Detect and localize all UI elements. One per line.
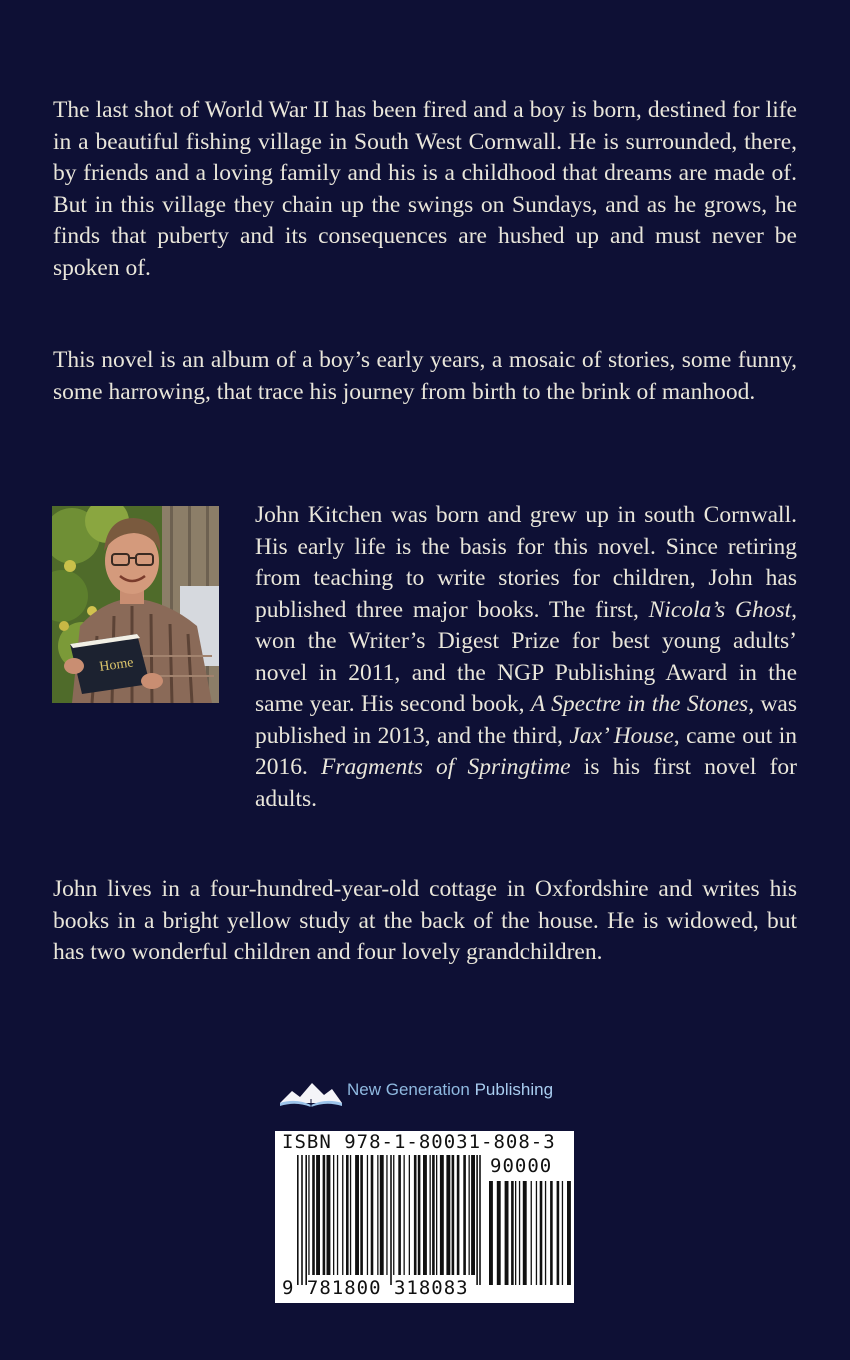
book-title-jax-house: Jax’ House bbox=[569, 722, 674, 749]
bio-text-2: , won the Writer’s Digest Prize for best young adults’ novel in 2011, and the NGP Publishing Award in the same year. His second book, bbox=[255, 596, 797, 717]
author-home-paragraph: John lives in a four-hundred-year-old cottage in Oxfordshire and writes his books in a bright yellow study at the back of the house. He is widowed, but has two wonderful children and four lovely grandchildren. bbox=[53, 876, 797, 965]
isbn-text: ISBN 978-1-80031-808-3 bbox=[282, 1131, 556, 1153]
blurb-paragraph-2: This novel is an album of a boy’s early years, a mosaic of stories, some funny, some harrowing, that trace his journey from birth to the brink of manhood. bbox=[53, 347, 797, 405]
bio-text-4: , came out in 2016. bbox=[255, 722, 797, 780]
author-photo bbox=[52, 506, 219, 703]
price-code: 90000 bbox=[490, 1155, 553, 1177]
bio-text-1: John Kitchen was born and grew up in south Cornwall. His early life is the basis for this novel. Since retiring from teaching to write stories for children, John has published three major books. The first, bbox=[255, 502, 797, 623]
blurb-paragraph-1: The last shot of World War II has been fired and a boy is born, destined for life in a beautiful fishing village in South West Cornwall. He is surrounded, there, by friends and a loving family and his is a childhood that dreams are made of. But in this village they chain up the swings on Sundays, and as he grows, he finds that puberty and its consequences are hushed up and must never be spoken of. bbox=[53, 97, 797, 281]
bio-text-5: is his first novel for adults. bbox=[255, 754, 797, 812]
isbn-barcode bbox=[275, 1131, 574, 1303]
book-title-fragments-of-springtime: Fragments of Springtime bbox=[321, 754, 571, 780]
author-bio bbox=[255, 500, 797, 815]
publisher-name-part2: Publishing bbox=[474, 1080, 554, 1099]
publisher-name-part1: New Generation bbox=[347, 1080, 475, 1099]
book-title-nicolas-ghost: Nicola’s Ghost bbox=[648, 596, 792, 623]
publisher-logo bbox=[278, 1079, 578, 1109]
book-title-a-spectre-in-the-stones: A Spectre in the Stones bbox=[530, 691, 749, 717]
photo-book-title: Home bbox=[98, 655, 135, 675]
publisher-name bbox=[347, 1080, 553, 1100]
open-book-mountains-icon bbox=[278, 1079, 344, 1107]
ean-digits: 9 781800 318083 bbox=[282, 1277, 469, 1299]
bio-text-3: , was published in 2013, and the third, bbox=[255, 691, 798, 749]
